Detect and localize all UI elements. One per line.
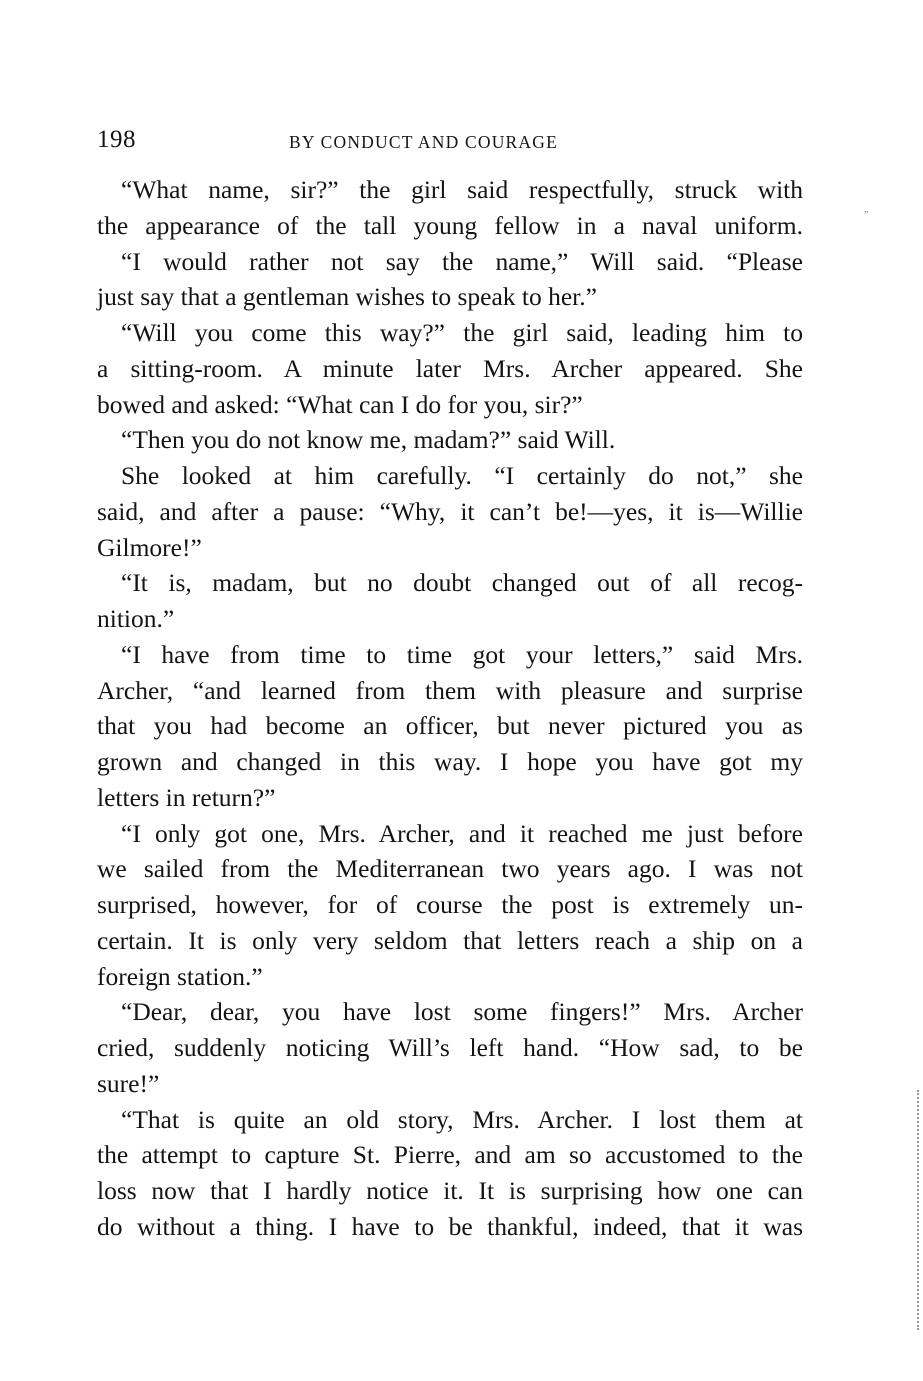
text-line: “Will you come this way?” the girl said, leading him to [121,318,803,347]
text-line: said, and after a pause: “Why, it can’t be!—yes, it is—Willie [97,496,803,526]
text-line: letters in return?” [97,782,276,812]
running-head: BY CONDUCT AND COURAGE [289,132,558,152]
text-line: “I have from time to time got your letters,” said Mrs. [121,639,803,669]
page-header [97,126,803,162]
text-line: “That is quite an old story, Mrs. Archer. I lost them at [121,1104,803,1134]
text-line: the appearance of the tall young fellow in a naval uniform. [97,210,803,240]
text-line: certain. It is only very seldom that letters reach a ship on a [97,925,803,955]
text-line: foreign station.” [97,961,263,991]
text-line: “It is, madam, but no doubt changed out of all recog- [121,568,803,598]
text-line: “I would rather not say the name,” Will said. “Please [121,246,803,276]
text-line: loss now that I hardly notice it. It is surprising how one can [97,1176,803,1205]
text-line: “What name, sir?” the girl said respectfully, struck with [121,175,803,204]
text-line: that you had become an officer, but never pictured you as [97,711,803,741]
text-line: cried, suddenly noticing Will’s left hand. “How sad, to be [97,1033,803,1062]
text-line: bowed and asked: “What can I do for you, sir?” [97,389,583,419]
scan-speck: ” [864,210,869,221]
text-line: Archer, “and learned from them with pleasure and surprise [97,675,803,705]
text-line: the attempt to capture St. Pierre, and am so accustomed to the [97,1140,803,1170]
text-line: a sitting-room. A minute later Mrs. Archer appeared. She [97,353,803,383]
text-line: “Then you do not know me, madam?” said Will. [121,425,616,455]
text-line: surprised, however, for of course the post is extremely un- [97,890,803,919]
scan-edge-mark [917,1090,921,1330]
text-line: Gilmore!” [97,532,202,562]
text-line: grown and changed in this way. I hope you have got my [97,747,803,776]
text-line: nition.” [97,604,175,633]
text-line: sure!” [97,1068,160,1098]
page-number: 198 [97,126,136,153]
text-line: we sailed from the Mediterranean two years ago. I was not [97,854,803,884]
text-line: “Dear, dear, you have lost some fingers!” Mrs. Archer [121,997,803,1027]
text-line: do without a thing. I have to be thankful, indeed, that it was [97,1211,803,1241]
text-line: “I only got one, Mrs. Archer, and it reached me just before [121,818,803,848]
text-line: She looked at him carefully. “I certainly do not,” she [121,461,803,490]
body-text [97,172,803,1245]
text-line: just say that a gentleman wishes to speak to her.” [97,282,597,312]
